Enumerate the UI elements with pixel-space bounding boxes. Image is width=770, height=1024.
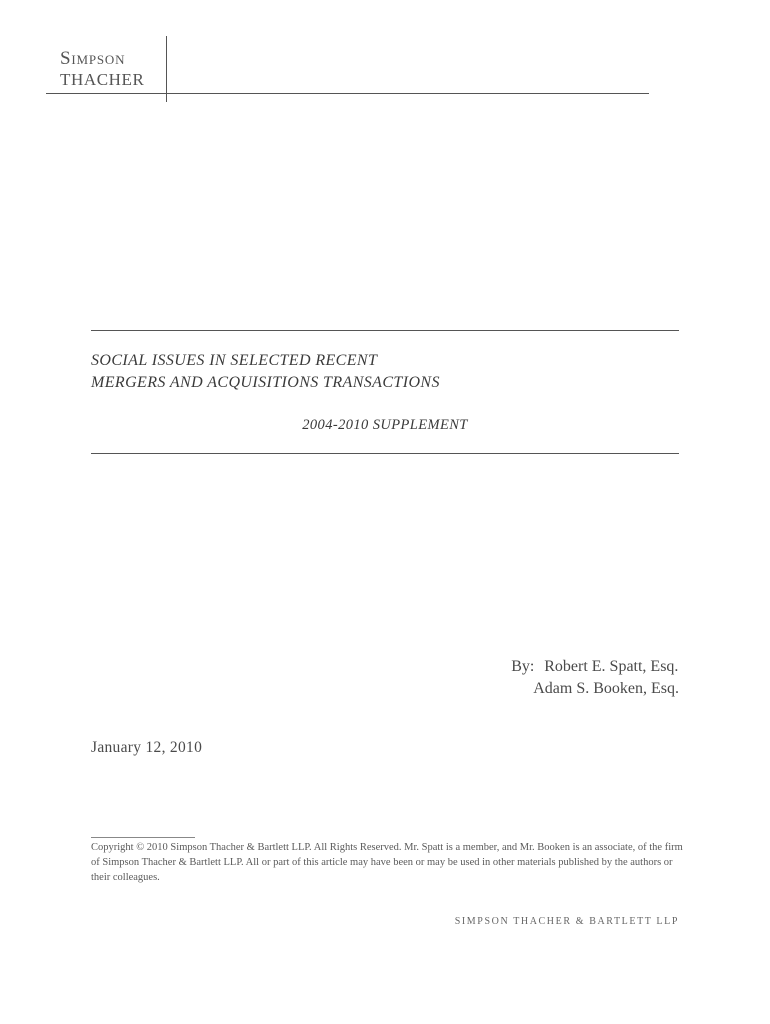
header-rule [46,93,649,94]
logo-line-simpson: Simpson [60,48,126,69]
author-name-1: Robert E. Spatt, Esq. [544,658,679,675]
title-line-1: SOCIAL ISSUES IN SELECTED RECENT [91,352,378,369]
copyright-footnote: Copyright © 2010 Simpson Thacher & Bartlett LLP. All Rights Reserved. Mr. Spatt is a member, and Mr. Booken is an associate, of the firm of Simpson Thacher & Bartlett LLP. All or part of this article may have been or may be used in other materials published by the authors or their colleagues. [91,842,683,883]
footnote-rule [91,837,195,838]
author-row-1 [511,656,679,678]
footer-firm-name: SIMPSON THACHER & BARTLETT LLP [454,916,679,927]
author-row-2 [511,678,679,700]
title-line-2: MERGERS AND ACQUISITIONS TRANSACTIONS [91,374,440,391]
firm-logo [60,49,144,88]
title-bottom-rule [91,453,679,454]
author-block [511,656,679,700]
document-title [91,350,440,394]
title-top-rule [91,330,679,331]
author-name-2: Adam S. Booken, Esq. [533,680,679,697]
document-date: January 12, 2010 [91,739,203,756]
document-subtitle: 2004-2010 SUPPLEMENT [302,417,468,433]
by-label: By: [511,658,535,675]
logo-line-thacher: THACHER [60,70,145,89]
